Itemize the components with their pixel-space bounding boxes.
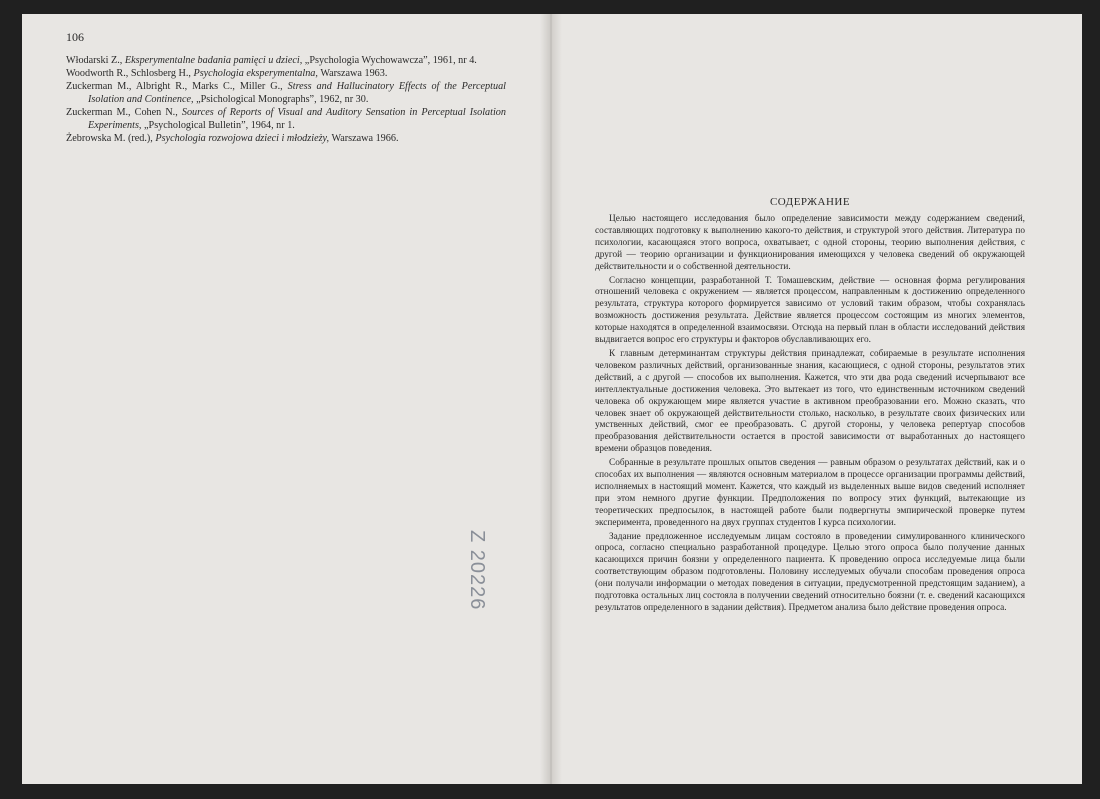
- reference-authors: Żebrowska M. (red.),: [66, 133, 153, 144]
- paragraph: К главным детерминантам структуры действия принадлежат, собираемые в результате исполнения человеком различных действий, организованные знания, касающиеся, с одной стороны, результатов этих действий, а с другой — способов их выполнения. Кажется, что эти два рода сведений исчерпывают все интеллектуальные достижения человека. Это вытекает из того, что единственным источником сведений человека об окружающем мире является участие в активном преобразовании его. Можно сказать, что человек знает об окружающей действительности столько, насколько, в результате своих физических или умственных действий, смог ее преобразовать. С другой стороны, у человека репертуар способов преобразования действительности остается в простой зависимости от выработанных до настоящего времени образцов поведения.: [595, 348, 1025, 455]
- paragraph: Собранные в результате прошлых опытов сведения — равным образом о результатах действий, как и о способах их выполнения — являются основным материалом в процессе организации программы действий, исполняемых в настоящий момент. Кажется, что каждый из выделенных выше видов сведений исполняет при этом немного другие функции. Предположения по вопросу этих функций, вытекающие из теоретических предпосылок, в настоящей работе были подвергнуты эмпирической проверке путем эксперимента, проведенного на двух группах студентов I курса психологии.: [595, 458, 1025, 528]
- paragraph: Целью настоящего исследования было определение зависимости между содержанием сведений, составляющих подготовку к выполнению какого-то действия, и структурой этого действия. Литература по психологии, касающаяся этого вопроса, охватывает, с одной стороны, теорию выполнения действия, с другой — теорию организации и функционирования имеющихся у человека сведений об окружающей действительности и о собственной деятельности.: [595, 214, 1025, 272]
- reference-source: Warszawa 1966.: [331, 133, 399, 144]
- paragraph: Задание предложенное исследуемым лицам состояло в проведении симулированного клинического опроса, согласно специально разработанной процедуре. Целью этого опроса было получение данных касающихся причин боязни у определенного пациента. К проведению опроса исследуемые лица были соответствующим образом подготовлены. Половину исследуемых обучали способам проведения опроса (они получали информации о методах поведения в ситуации, предусмотренной предстоящим заданием), а подготовка остальных лиц состояла в получении сведений относительно боязни (т. е. сведений касающихся результатов определенного в задании действия). Предметом анализа было действие проведения опроса.: [595, 531, 1025, 613]
- reference-item: [66, 80, 506, 106]
- body-text: [595, 214, 1025, 617]
- library-stamp: Z 20226: [466, 530, 488, 611]
- reference-item: [66, 67, 506, 80]
- reference-authors: Zuckerman M., Cohen N.,: [66, 107, 178, 118]
- reference-list: [66, 54, 506, 145]
- reference-source: „Psychological Bulletin”, 1964, nr 1.: [144, 120, 295, 131]
- reference-title: Stress and Hallucinatory Effects of the Perceptual Isolation and Continence,: [88, 81, 506, 105]
- reference-source: Warszawa 1963.: [320, 68, 388, 79]
- reference-item: [66, 132, 506, 145]
- reference-title: Sources of Reports of Visual and Auditory Sensation in Perceptual Isolation Experiments,: [88, 107, 506, 131]
- book-gutter: [540, 14, 562, 784]
- reference-title: Psychologia rozwojowa dzieci i młodzieży,: [155, 133, 330, 144]
- reference-title: Psychologia eksperymentalna,: [193, 68, 318, 79]
- reference-authors: Zuckerman M., Albright R., Marks C., Miller G.,: [66, 81, 283, 92]
- section-heading: СОДЕРЖАНИЕ: [769, 196, 851, 208]
- reference-authors: Woodworth R., Schlosberg H.,: [66, 68, 191, 79]
- reference-item: [66, 54, 506, 67]
- reference-source: „Psychologia Wychowawcza”, 1961, nr 4.: [304, 55, 477, 66]
- paragraph: Согласно концепции, разработанной Т. Томашевским, действие — основная форма регулирования отношений человека с окружением — является процессом, направленным к достижению определенного результата, структура которого формируется зависимо от условий таким образом, чтобы сохранялась возможность достижения результата. Действие является процессом состоящим из многих элементов, которые находятся в определенной взаимосвязи. Отсюда на первый план в области исследований действия выдвигается вопрос его структуры и факторов обуславливающих его.: [595, 275, 1025, 346]
- reference-source: „Psichological Monographs”, 1962, nr 30.: [196, 94, 369, 105]
- reference-authors: Włodarski Z.,: [66, 55, 123, 66]
- page-number: 106: [66, 30, 84, 44]
- reference-title: Eksperymentalne badania pamięci u dzieci,: [124, 55, 303, 66]
- reference-item: [66, 106, 506, 132]
